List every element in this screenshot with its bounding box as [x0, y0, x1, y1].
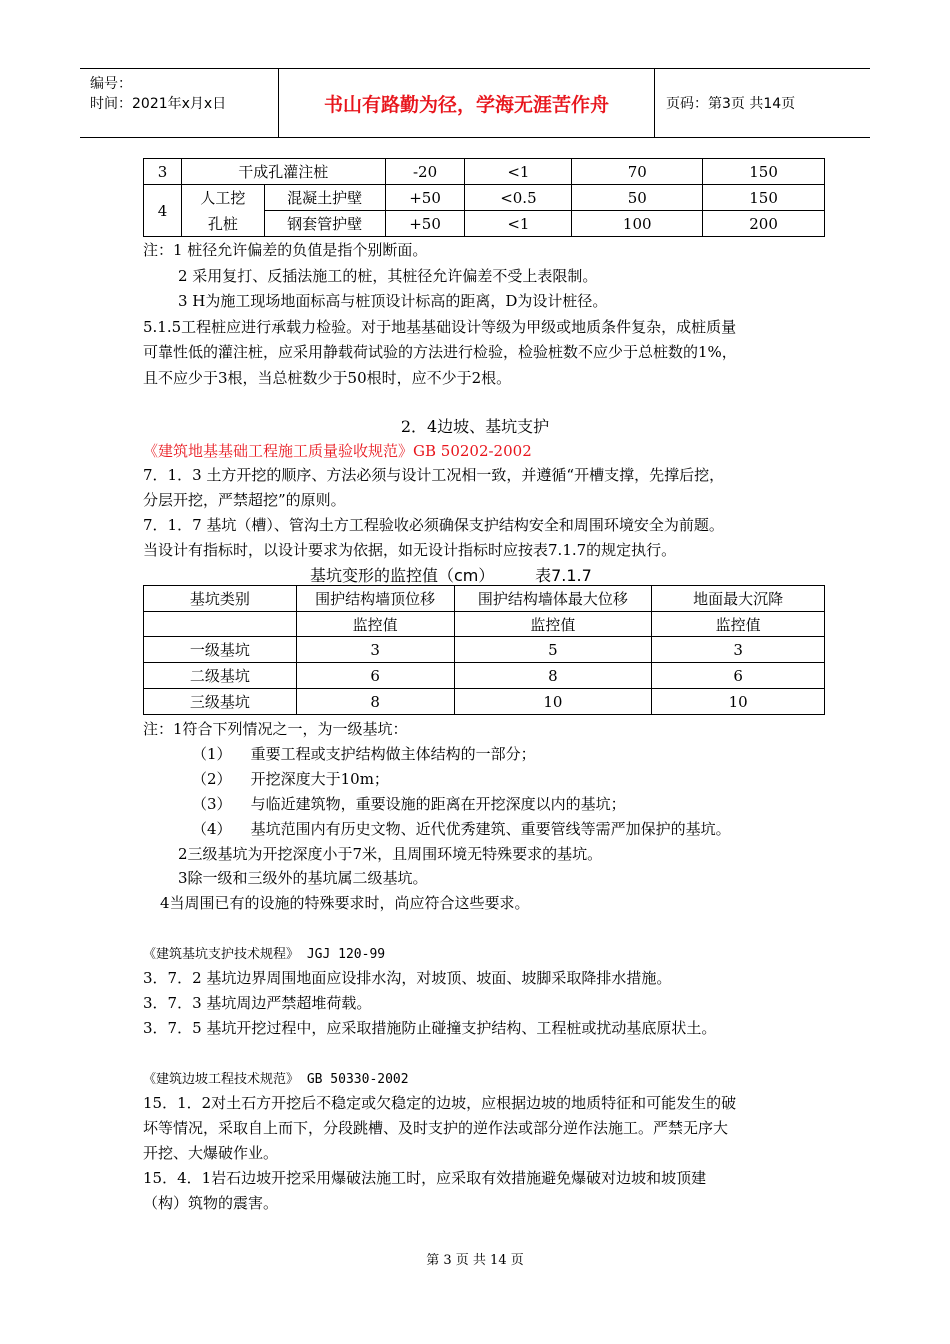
standard-title: 《建筑基坑支护技术规程》 JGJ 120-99 [143, 947, 386, 962]
table-cell: 150 [703, 159, 825, 185]
table-row [144, 159, 825, 185]
table-header-row [144, 586, 825, 612]
note-line: 注：1 桩径允许偏差的负值是指个别断面。 [143, 241, 428, 259]
table-cell: 3 [144, 159, 182, 185]
table-cell: 6 [652, 663, 825, 689]
note-line: （2） 开挖深度大于10m； [192, 770, 389, 788]
table-cell: 一级基坑 [144, 637, 297, 663]
paragraph-line: 可靠性低的灌注桩，应采用静载荷试验的方法进行检验，检验桩数不应少于总桩数的1%， [143, 343, 737, 361]
table-row [144, 663, 825, 689]
table-cell: 人工挖 [181, 185, 264, 211]
table-cell: 3 [652, 637, 825, 663]
table-cell: 8 [296, 689, 454, 715]
table-header: 监控值 [454, 612, 652, 637]
paragraph-line: 且不应少于3根，当总桩数少于50根时，应不少于2根。 [143, 369, 512, 387]
table-cell: 5 [454, 637, 652, 663]
table-row [144, 689, 825, 715]
note-line: 3 H为施工现场地面标高与桩顶设计标高的距离，D为设计桩径。 [178, 292, 608, 310]
pile-tolerance-table [143, 158, 825, 237]
paragraph-line: （构）筑物的震害。 [143, 1194, 279, 1212]
table-row [144, 211, 825, 237]
paragraph-line: 5.1.5工程桩应进行承载力检验。对于地基基础设计等级为甲级或地质条件复杂，成桩质量 [143, 318, 737, 336]
table-cell: 6 [296, 663, 454, 689]
header-page: 页码：第3页 共14页 [666, 96, 796, 112]
table-caption: 基坑变形的监控值（cm） 表7.1.7 [310, 566, 592, 585]
header-date: 时间：2021年x月x日 [90, 96, 227, 112]
table-cell: 二级基坑 [144, 663, 297, 689]
table-cell: +50 [385, 211, 465, 237]
note-line: 3除一级和三级外的基坑属二级基坑。 [178, 869, 428, 887]
table-cell: 70 [572, 159, 703, 185]
note-line: 2三级基坑为开挖深度小于7米，且周围环境无特殊要求的基坑。 [178, 845, 603, 863]
table-header: 基坑类别 [144, 586, 297, 612]
section-title: 2．4边坡、基坑支护 [400, 417, 550, 436]
table-cell: 10 [454, 689, 652, 715]
table-cell: <1 [465, 211, 572, 237]
table-cell: <0.5 [465, 185, 572, 211]
table-cell: 钢套管护壁 [264, 211, 385, 237]
table-cell: 50 [572, 185, 703, 211]
table-cell: 孔桩 [181, 211, 264, 237]
paragraph-line: 3．7．5 基坑开挖过程中，应采取措施防止碰撞支护结构、工程桩或扰动基底原状土。 [143, 1019, 717, 1037]
table-header: 地面最大沉降 [652, 586, 825, 612]
table-cell: 100 [572, 211, 703, 237]
paragraph-line: 15．1．2对土石方开挖后不稳定或欠稳定的边坡，应根据边坡的地质特征和可能发生的破 [143, 1094, 737, 1112]
table-cell: +50 [385, 185, 465, 211]
table-cell: <1 [465, 159, 572, 185]
table-cell: 200 [703, 211, 825, 237]
table-header: 监控值 [652, 612, 825, 637]
table-header: 围护结构墙顶位移 [296, 586, 454, 612]
table-subheader-row [144, 612, 825, 637]
paragraph-line: 开挖、大爆破作业。 [143, 1144, 279, 1162]
table-cell: 4 [144, 185, 182, 237]
note-line: 4当周围已有的设施的特殊要求时，尚应符合这些要求。 [160, 894, 530, 912]
note-line: 2 采用复打、反插法施工的桩，其桩径允许偏差不受上表限制。 [178, 267, 598, 285]
paragraph-line: 7．1．7 基坑（槽）、管沟土方工程验收必须确保支护结构安全和周围环境安全为前题。 [143, 516, 724, 534]
paragraph-line: 分层开挖，严禁超挖”的原则。 [143, 491, 346, 509]
table-row [144, 185, 825, 211]
paragraph-line: 3．7．3 基坑周边严禁超堆荷载。 [143, 994, 372, 1012]
standard-title: 《建筑边坡工程技术规范》 GB 50330-2002 [143, 1072, 409, 1087]
paragraph-line: 3．7．2 基坑边界周围地面应设排水沟，对坡顶、坡面、坡脚采取降排水措施。 [143, 969, 672, 987]
paragraph-line: 7．1．3 土方开挖的顺序、方法必须与设计工况相一致，并遵循“开槽支撑，先撑后挖， [143, 466, 725, 484]
table-cell: 混凝土护壁 [264, 185, 385, 211]
page-footer: 第 3 页 共 14 页 [426, 1253, 524, 1268]
table-cell: 8 [454, 663, 652, 689]
note-line: （4） 基坑范围内有历史文物、近代优秀建筑、重要管线等需严加保护的基坑。 [192, 820, 731, 838]
note-line: （3） 与临近建筑物，重要设施的距离在开挖深度以内的基坑； [192, 795, 626, 813]
paragraph-line: 15．4．1岩石边坡开挖采用爆破法施工时，应采取有效措施避免爆破对边坡和坡顶建 [143, 1169, 707, 1187]
table-row [144, 637, 825, 663]
pit-monitoring-table [143, 585, 825, 715]
note-line: 注：1符合下列情况之一，为一级基坑： [143, 720, 408, 738]
table-cell: 三级基坑 [144, 689, 297, 715]
table-cell: 10 [652, 689, 825, 715]
table-header: 监控值 [296, 612, 454, 637]
table-cell: 150 [703, 185, 825, 211]
note-line: （1） 重要工程或支护结构做主体结构的一部分； [192, 745, 536, 763]
header-motto: 书山有路勤为径，学海无涯苦作舟 [279, 69, 655, 137]
table-cell: -20 [385, 159, 465, 185]
standard-title: 《建筑地基基础工程施工质量验收规范》GB 50202-2002 [143, 442, 532, 460]
table-cell: 干成孔灌注桩 [181, 159, 385, 185]
table-header: 围护结构墙体最大位移 [454, 586, 652, 612]
paragraph-line: 当设计有指标时，以设计要求为依据，如无设计指标时应按表7.1.7的规定执行。 [143, 541, 677, 559]
header-meta [80, 69, 279, 137]
table-cell: 3 [296, 637, 454, 663]
header-number: 编号： [90, 76, 132, 92]
page-header [80, 68, 870, 138]
table-cell [144, 612, 297, 637]
paragraph-line: 坏等情况，采取自上而下，分段跳槽、及时支护的逆作法或部分逆作法施工。严禁无序大 [143, 1119, 729, 1137]
